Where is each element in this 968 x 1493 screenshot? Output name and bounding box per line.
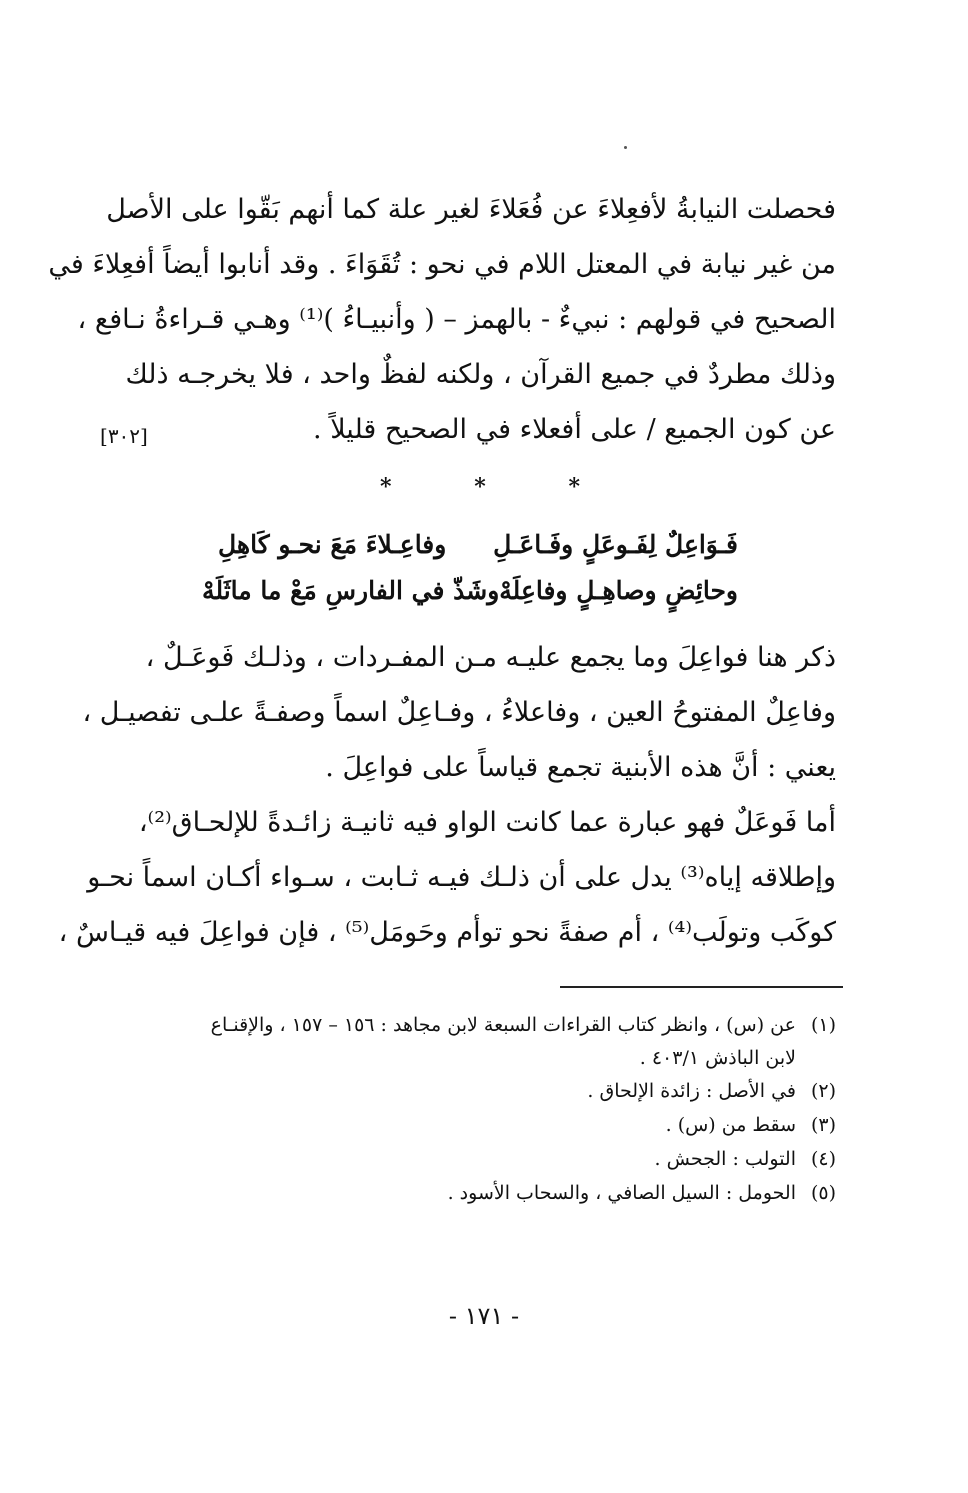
separator-star: * bbox=[474, 474, 486, 500]
footnote bbox=[156, 1142, 836, 1176]
footnote-text: سقط من (س) . bbox=[665, 1114, 796, 1136]
text-line: يعني : أنَّ هذه الأبنية تجمع قياساً على فواعِلَ . bbox=[325, 752, 836, 783]
text-line: وإطلاقه إياه⁽³⁾ يدل على أن ذلـك فيـه ثـابت ، سـواء أكـان اسماً نحـو bbox=[87, 862, 836, 893]
separator-star: * bbox=[380, 474, 392, 500]
verse-hemistich: وفاعِـلاءَ مَعَ نحـو كَاهِلِ bbox=[218, 530, 447, 559]
text-line: أما فَوعَلٌ فهو عبارة عما كانت الواو فيه ثانيـة زائـدةً للإلحـاق⁽²⁾، bbox=[138, 807, 836, 838]
footnote bbox=[156, 1074, 836, 1108]
footnote-number: (٢) bbox=[810, 1080, 836, 1102]
footnote-text: التولب : الجحش . bbox=[654, 1148, 796, 1170]
footnote-number: (٣) bbox=[810, 1114, 836, 1136]
verse-line bbox=[218, 522, 738, 568]
footnotes bbox=[156, 1008, 836, 1210]
text-line: كوكَب وتولَب⁽⁴⁾ ، أم صفةً نحو توأم وحَومَل⁽⁵⁾ ، فإن فواعِلَ فيه قيـاسٌ ، bbox=[58, 917, 836, 948]
text-line: وفاعِلٌ المفتوحُ العين ، وفاعلاءُ ، وفـاعِلٌ اسماً وصفـةً علـى تفصيـل ، bbox=[82, 697, 836, 728]
text-line: من غير نيابة في المعتل اللام في نحو : تُقَوَاءَ . وقد أنابوا أيضاً أفعِلاءَ في bbox=[48, 249, 836, 280]
footnote bbox=[156, 1176, 836, 1210]
footnote-number: (١) bbox=[810, 1014, 836, 1036]
verse-hemistich: فَـوَاعِلٌ لِفَـوعَلٍ وفَـاعَـلِ bbox=[493, 530, 738, 559]
verse-hemistich: وحائِضٍ وصاهِـلٍ وفاعِلَهْ bbox=[499, 576, 738, 605]
text-line: وذلك مطردٌ في جميع القرآن ، ولكنه لفظٌ واحد ، فلا يخرجـه ذلك bbox=[125, 359, 836, 390]
paragraph-block-2 bbox=[58, 630, 836, 960]
footnote-number: (٥) bbox=[810, 1182, 836, 1204]
page-number: - ١٧١ - bbox=[448, 1302, 520, 1330]
section-separator bbox=[380, 474, 580, 500]
verse-line bbox=[202, 568, 738, 614]
footnote bbox=[156, 1008, 836, 1042]
separator-star: * bbox=[568, 474, 580, 500]
speck-mark bbox=[624, 146, 627, 149]
footnote-number: (٤) bbox=[810, 1148, 836, 1170]
verse-block bbox=[202, 522, 738, 614]
footnote bbox=[156, 1108, 836, 1142]
text-line: عن كون الجميع / على أفعلاء في الصحيح قليلاً . bbox=[313, 414, 836, 445]
footnote-divider bbox=[560, 986, 843, 988]
footnote-text: في الأصل : زائدة الإلحاق . bbox=[587, 1080, 796, 1102]
verse-hemistich: وشَذّ في الفارسِ مَعْ ما ماثَلَهْ bbox=[202, 576, 500, 605]
footnote-text: عن (س) ، وانظر كتاب القراءات السبعة لابن مجاهد : ١٥٦ – ١٥٧ ، والإقنـاع bbox=[210, 1014, 796, 1036]
manuscript-page-marker: [٣٠٢] bbox=[100, 424, 148, 448]
text-line: فحصلت النيابةُ لأفعِلاءَ عن فُعَلاءَ لغير علة كما أنهم بَقّوا على الأصل bbox=[106, 194, 836, 225]
text-line: الصحيح في قولهم : نبيءٌ - بالهمز – ( وأنبيـاءُ )⁽¹⁾ وهـي قـراءةُ نـافع ، bbox=[77, 304, 836, 335]
text-line: ذكر هنا فواعِلَ وما يجمع عليـه مـن المفـردات ، وذلـك فَوعَـلٌ ، bbox=[145, 642, 836, 673]
footnote-text: الحومل : السيل الصافي ، والسحاب الأسود . bbox=[447, 1182, 796, 1204]
footnote-continuation: لابن الباذش ٤٠٣/١ . bbox=[639, 1047, 796, 1069]
